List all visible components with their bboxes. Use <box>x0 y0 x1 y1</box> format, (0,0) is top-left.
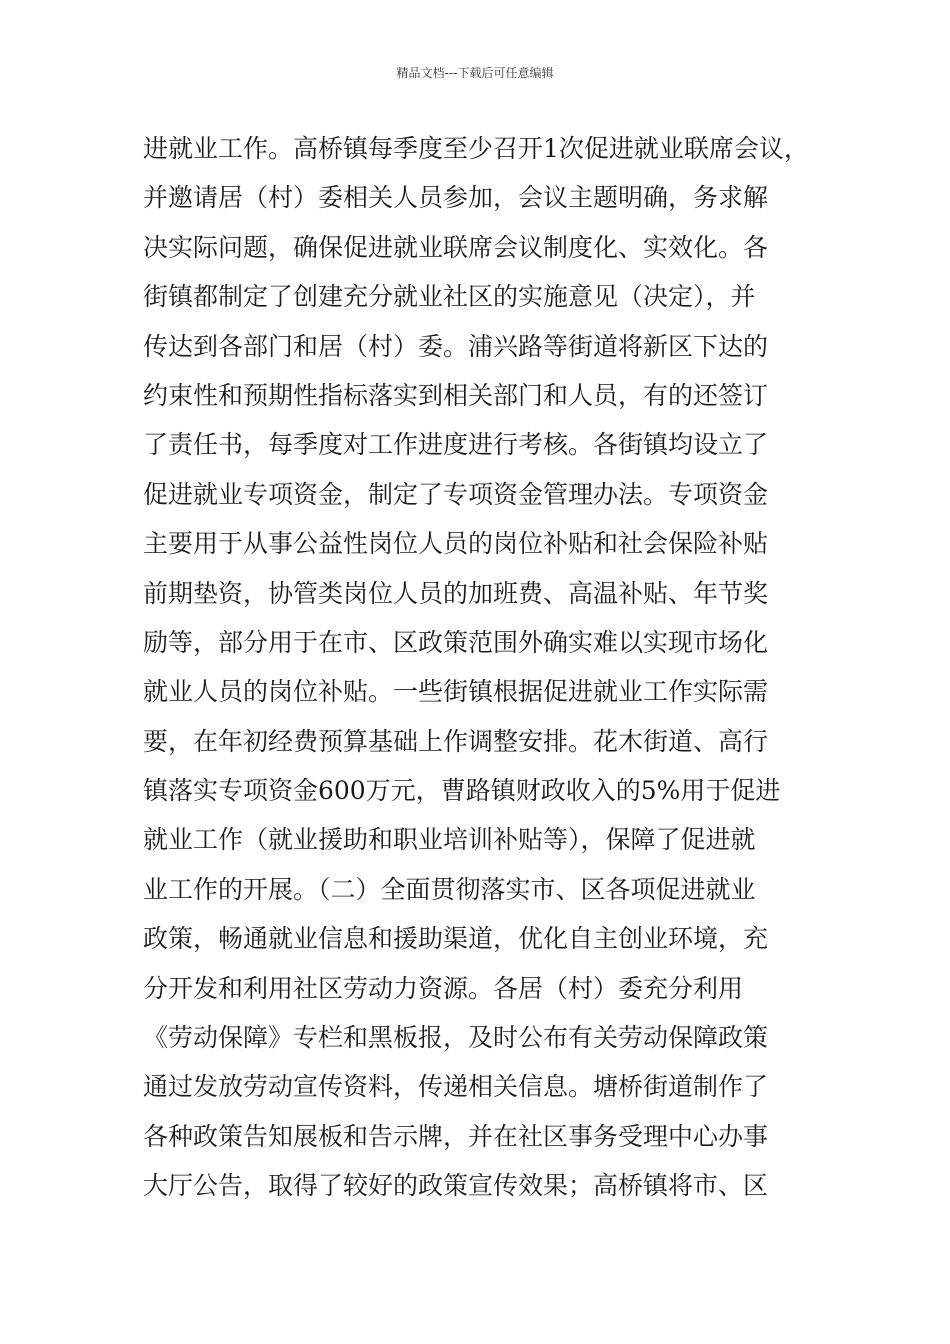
text-line: 励等，部分用于在市、区政策范围外确实难以实现市场化 <box>143 627 769 657</box>
text-line: 就业工作（就业援助和职业培训补贴等），保障了促进就 <box>143 825 756 855</box>
text-line: 各种政策告知展板和告示牌，并在社区事务受理中心办事 <box>143 1121 769 1151</box>
text-line: 镇落实专项资金600万元，曹路镇财政收入的5%用于促进 <box>143 776 781 806</box>
text-line: 进就业工作。高桥镇每季度至少召开1次促进就业联席会议， <box>143 134 809 163</box>
text-line: 传达到各部门和居（村）委。浦兴路等街道将新区下达的 <box>143 331 769 361</box>
text-line: 并邀请居（村）委相关人员参加，会议主题明确，务求解 <box>143 183 769 213</box>
page-header: 精品文档---下载后可任意编辑 <box>396 66 554 80</box>
text-line: 就业人员的岗位补贴。一些街镇根据促进就业工作实际需 <box>143 677 769 707</box>
text-line: 主要用于从事公益性岗位人员的岗位补贴和社会保险补贴 <box>143 529 769 559</box>
text-line: 要，在年初经费预算基础上作调整安排。花木街道、高行 <box>143 726 769 756</box>
text-line: 前期垫资，协管类岗位人员的加班费、高温补贴、年节奖 <box>143 578 769 608</box>
text-line: 街镇都制定了创建充分就业社区的实施意见（决定），并 <box>143 282 756 312</box>
text-line: 约束性和预期性指标落实到相关部门和人员，有的还签订 <box>143 380 769 410</box>
text-line: 大厅公告，取得了较好的政策宣传效果；高桥镇将市、区 <box>143 1171 769 1201</box>
text-line: 政策，畅通就业信息和援助渠道，优化自主创业环境，充 <box>143 924 769 954</box>
text-line: 《劳动保障》专栏和黑板报，及时公布有关劳动保障政策 <box>143 1023 769 1053</box>
text-line: 决实际问题，确保促进就业联席会议制度化、实效化。各 <box>143 232 769 262</box>
text-line: 业工作的开展。（二）全面贯彻落实市、区各项促进就业 <box>143 874 756 904</box>
text-line: 分开发和利用社区劳动力资源。各居（村）委充分利用 <box>143 973 744 1003</box>
text-line: 通过发放劳动宣传资料，传递相关信息。塘桥街道制作了 <box>143 1072 769 1102</box>
text-line: 了责任书，每季度对工作进度进行考核。各街镇均设立了 <box>143 430 769 460</box>
document-body <box>143 124 823 1211</box>
text-line: 促进就业专项资金，制定了专项资金管理办法。专项资金 <box>143 479 769 509</box>
